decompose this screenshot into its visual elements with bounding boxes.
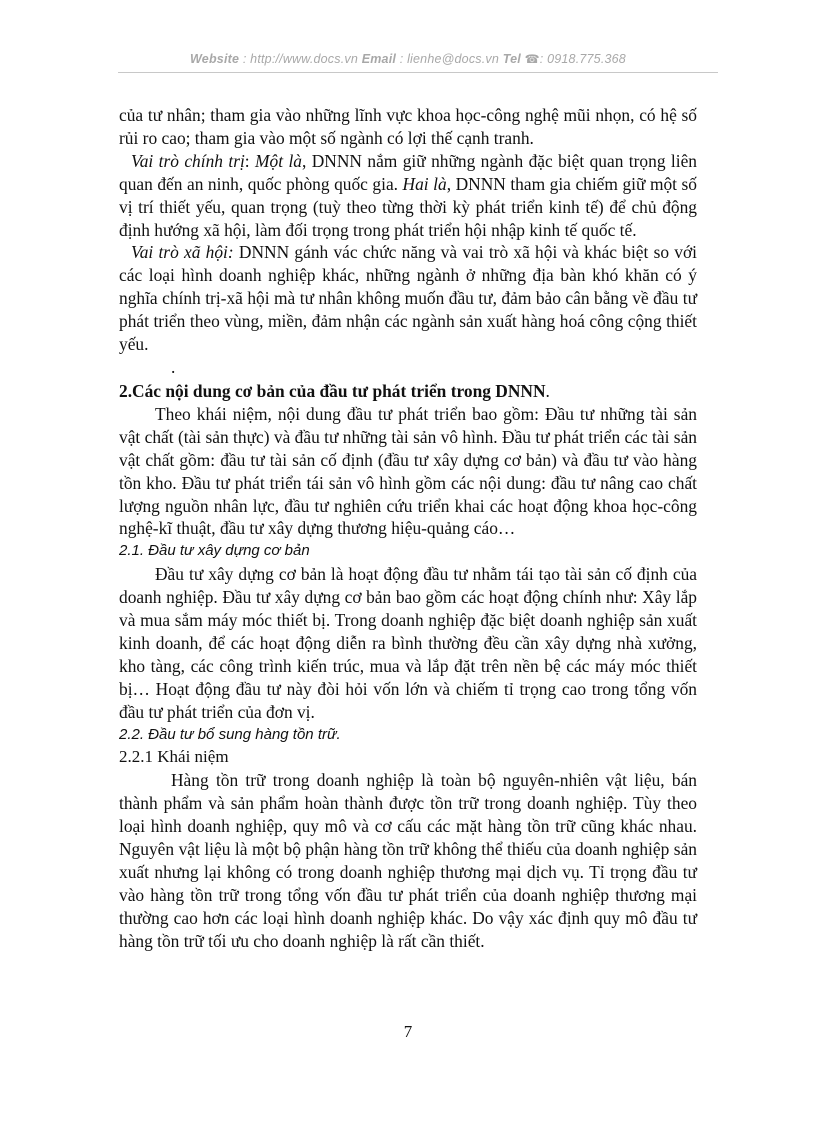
paragraph-investment-content: Theo khái niệm, nội dung đầu tư phát triển bao gồm: Đầu tư những tài sản vật chất (tài sản thực) và đầu tư những tài sản vô hình. Đầu tư phát triển các tài sản vật chất gồm: đầu tư tài sản cố định (đầu tư xây dựng cơ bản) và đầu tư vào hàng tồn kho. Đầu tư phát triển tái sản vô hình gồm các nội dung: đầu tư nâng cao chất lượng nguồn nhân lực, đầu tư nghiên cứu triển khai các hoạt động khoa học-công nghệ-kĩ thuật, đầu tư xây dựng thương hiệu-quảng cáo…: [119, 403, 697, 539]
social-role-text: DNNN gánh vác chức năng và vai trò xã hội và khác biệt so với các loại hình doanh nghiệp khác, những ngành ở những địa bàn khó khăn có ý nghĩa chính trị-xã hội mà tư nhân không muốn đầu tư, đảm bảo cân bằng về đầu tư phát triển theo vùng, miền, đảm nhận các ngành sản xuất hàng hoá công cộng thiết yếu.: [119, 242, 697, 355]
paragraph-social-role: [119, 241, 697, 356]
tel-value: : 0918.775.368: [539, 52, 626, 66]
political-role-text-b: , DNNN tham gia chiếm giữ một số vị trí thiết yếu, quan trọng (tuỳ theo từng thời kỳ phát triển kinh tế) để chủ động định hướng xã hội, làm đối trọng trong phát triển hội nhập kinh tế quốc tế.: [119, 173, 697, 240]
email-label: Email: [361, 52, 397, 66]
page-header: [0, 52, 816, 66]
website-value: : http://www.docs.vn: [242, 52, 358, 66]
social-role-label: Vai trò xã hội:: [131, 242, 234, 263]
paragraph-political-role: [119, 150, 697, 242]
mot-la: Một là: [255, 150, 302, 171]
page-number: 7: [403, 1022, 413, 1041]
header-divider: [118, 72, 718, 73]
stray-dot: .: [171, 356, 176, 377]
political-role-text-a: , DNNN nắm giữ những ngành đặc biệt quan trọng liên quan đến an ninh, quốc phòng quốc gia.: [119, 150, 697, 194]
paragraph-capital-construction: Đầu tư xây dựng cơ bản là hoạt động đầu tư nhằm tái tạo tài sản cố định của doanh nghiệp. Đầu tư xây dựng cơ bản bao gồm các hoạt động chính như: Xây lắp và mua sắm máy móc thiết bị. Trong doanh nghiệp đặc biệt doanh nghiệp sản xuất kinh doanh, để các hoạt động diễn ra bình thường đều cần xây dựng nhà xưởng, kho tàng, các công trình kiến trúc, mua và lắp đặt trên nền bệ các máy móc thiết bị… Hoạt động đầu tư này đòi hỏi vốn lớn và chiếm tỉ trọng cao trong tổng vốn đầu tư phát triển của đơn vị.: [119, 564, 697, 722]
tel-label: Tel: [502, 52, 521, 66]
email-value: : lienhe@docs.vn: [399, 52, 500, 66]
section-heading-2-text: 2.Các nội dung cơ bản của đầu tư phát triển trong DNNN: [119, 380, 546, 401]
document-body: [119, 104, 697, 953]
subsection-heading-2-2: 2.2. Đầu tư bổ sung hàng tồn trữ.: [119, 725, 341, 743]
phone-icon: ☎: [524, 52, 540, 66]
section-heading-2: [119, 380, 697, 403]
hai-la: Hai là: [402, 173, 447, 194]
political-role-label: Vai trò chính trị: [131, 150, 245, 171]
paragraph-inventory: Hàng tồn trữ trong doanh nghiệp là toàn bộ nguyên-nhiên vật liệu, bán thành phẩm và sản phẩm hoàn thành được tồn trữ trong doanh nghiệp. Tùy theo loại hình doanh nghiệp, quy mô và cơ cấu các mặt hàng tồn trữ cũng khác nhau. Nguyên vật liệu là một bộ phận hàng tồn trữ không thể thiếu của doanh nghiệp sản xuất nhưng lại không có trong doanh nghiệp thương mại dịch vụ. Tỉ trọng đầu tư vào hàng tồn trữ trong tổng vốn đầu tư phát triển của doanh nghiệp thương mại thường cao hơn các loại hình doanh nghiệp khác. Do vậy xác định quy mô đầu tư hàng tồn trữ tối ưu cho doanh nghiệp là rất cần thiết.: [119, 770, 697, 951]
subsection-heading-2-1: 2.1. Đầu tư xây dựng cơ bản: [119, 542, 310, 560]
paragraph-private-sector: của tư nhân; tham gia vào những lĩnh vực khoa học-công nghệ mũi nhọn, có hệ số rủi ro cao; tham gia vào một số ngành có lợi thế cạnh tranh.: [119, 105, 697, 148]
section-heading-2-period: .: [545, 380, 550, 401]
colon: :: [244, 150, 256, 171]
website-label: Website: [190, 52, 240, 66]
subsection-heading-2-2-1: 2.2.1 Khái niệm: [119, 747, 229, 767]
